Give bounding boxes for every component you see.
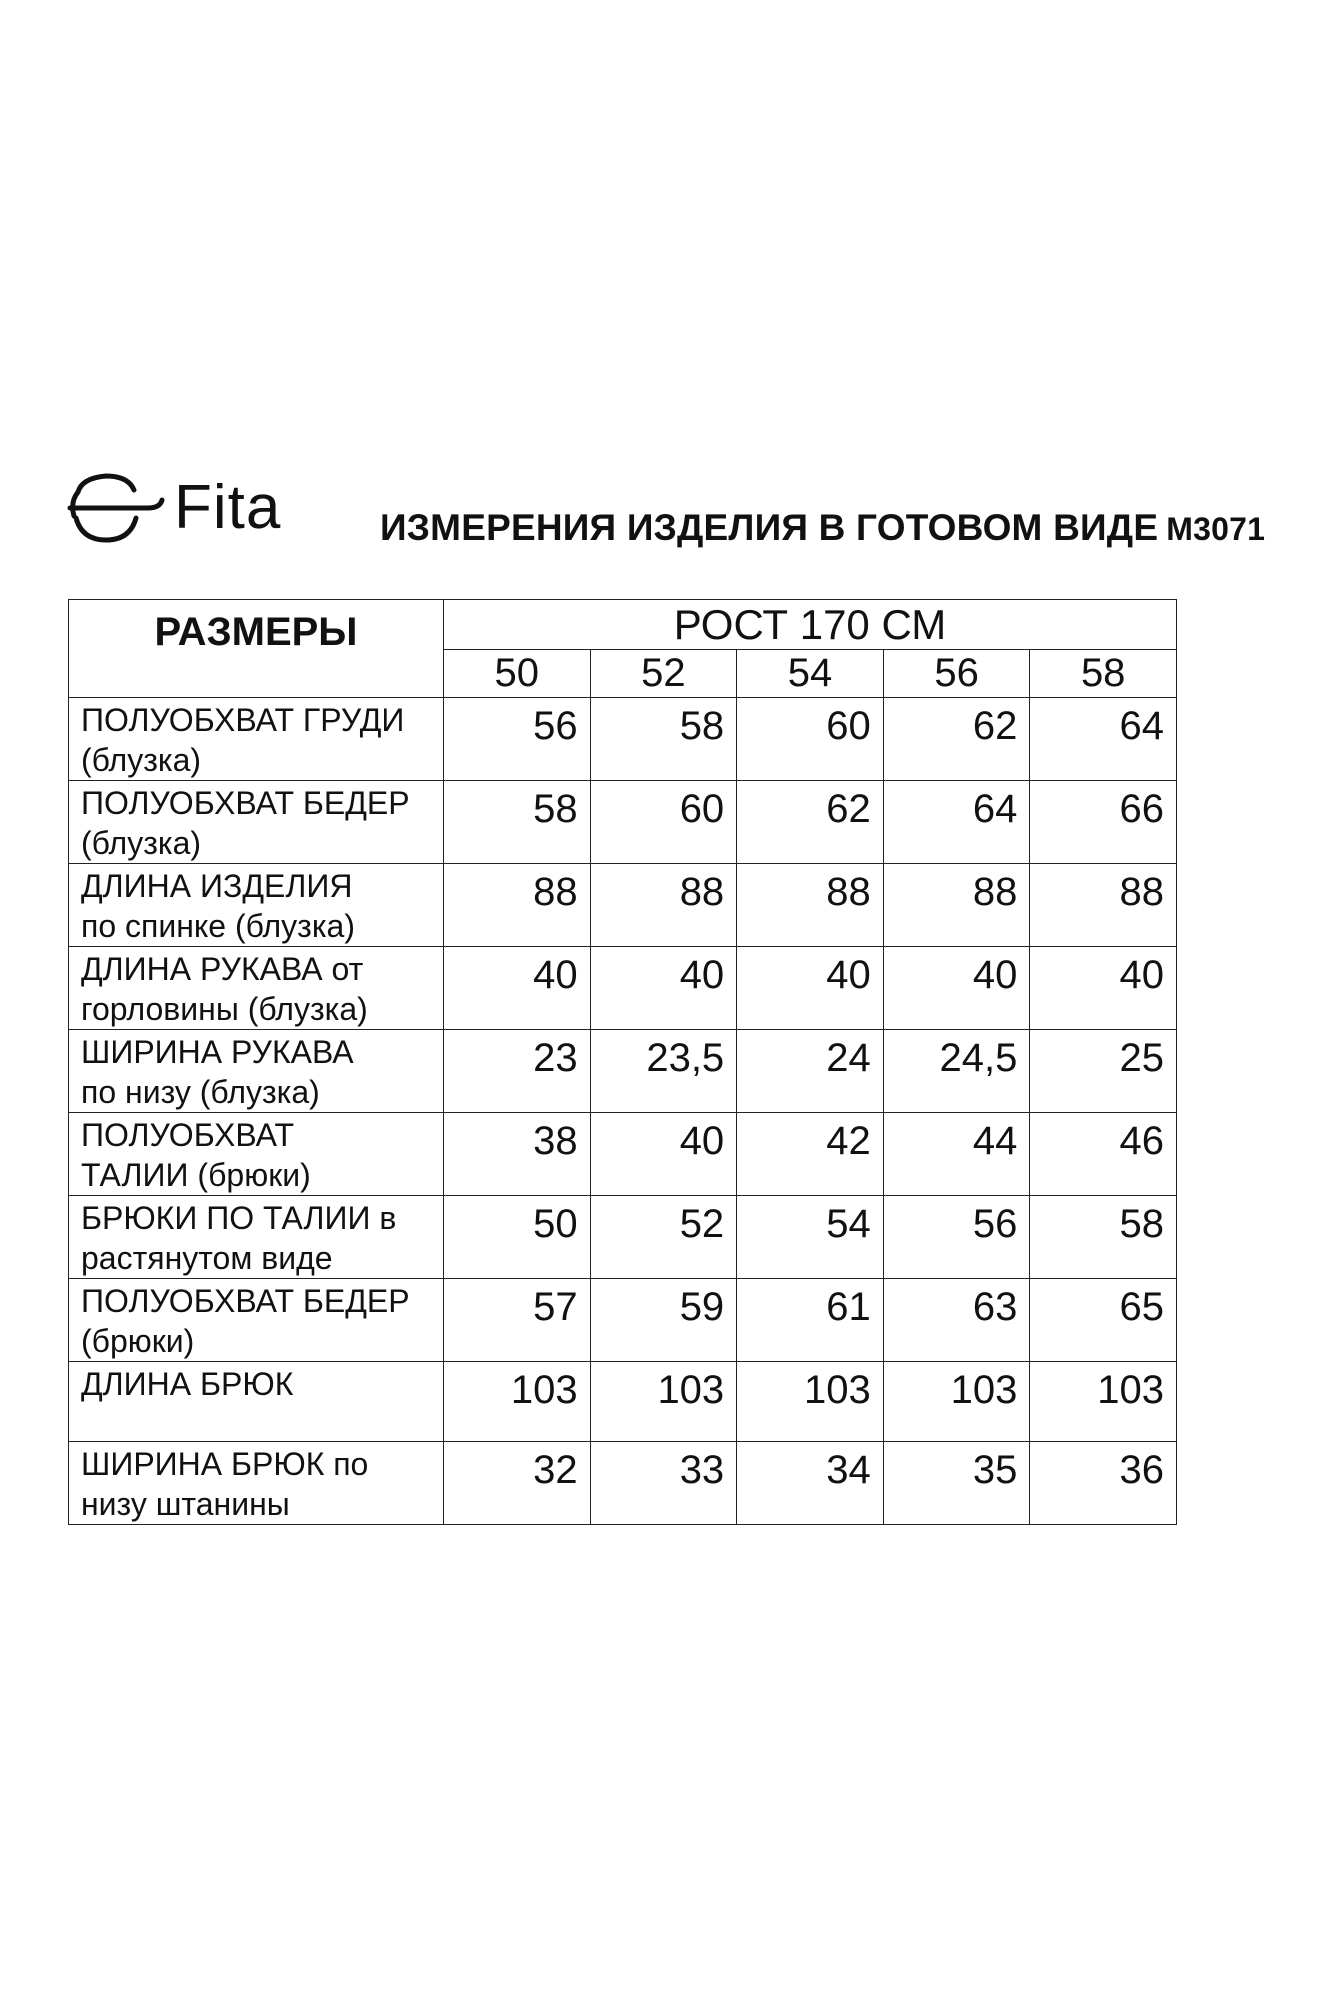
- measurement-value: 88: [444, 864, 591, 947]
- measurement-label: ШИРИНА РУКАВА по низу (блузка): [69, 1030, 444, 1113]
- size-header-cell: 56: [883, 650, 1030, 698]
- measurement-value: 35: [883, 1442, 1030, 1525]
- measurement-value: 34: [737, 1442, 884, 1525]
- measurement-value: 50: [444, 1196, 591, 1279]
- measurement-value: 44: [883, 1113, 1030, 1196]
- measurement-value: 40: [590, 1113, 737, 1196]
- measurement-value: 58: [590, 698, 737, 781]
- measurement-value: 60: [737, 698, 884, 781]
- measurement-value: 56: [444, 698, 591, 781]
- measurement-label: БРЮКИ ПО ТАЛИИ в растянутом виде: [69, 1196, 444, 1279]
- measurement-value: 40: [737, 947, 884, 1030]
- measurement-value: 24,5: [883, 1030, 1030, 1113]
- measurement-value: 58: [1030, 1196, 1177, 1279]
- measurement-value: 88: [737, 864, 884, 947]
- measurement-value: 56: [883, 1196, 1030, 1279]
- brand-name: Fita: [174, 473, 282, 542]
- model-number: M3071: [1166, 511, 1266, 547]
- page-title: [380, 507, 1265, 549]
- measurement-value: 40: [590, 947, 737, 1030]
- measurement-label: ПОЛУОБХВАТ БЕДЕР (брюки): [69, 1279, 444, 1362]
- measurement-value: 33: [590, 1442, 737, 1525]
- measurement-label: ДЛИНА БРЮК: [69, 1362, 444, 1442]
- size-header-cell: 58: [1030, 650, 1177, 698]
- measurement-value: 58: [444, 781, 591, 864]
- table-row: [69, 864, 1177, 947]
- measurement-value: 64: [1030, 698, 1177, 781]
- measurement-value: 65: [1030, 1279, 1177, 1362]
- measurement-value: 40: [444, 947, 591, 1030]
- table-row: [69, 1442, 1177, 1525]
- measurement-value: 88: [1030, 864, 1177, 947]
- measurement-value: 88: [590, 864, 737, 947]
- measurement-value: 60: [590, 781, 737, 864]
- measurement-value: 103: [883, 1362, 1030, 1442]
- measurement-value: 52: [590, 1196, 737, 1279]
- measurement-value: 46: [1030, 1113, 1177, 1196]
- measurement-label: ПОЛУОБХВАТ ТАЛИИ (брюки): [69, 1113, 444, 1196]
- measurement-value: 54: [737, 1196, 884, 1279]
- measurement-label: ДЛИНА РУКАВА от горловины (блузка): [69, 947, 444, 1030]
- table-row: [69, 947, 1177, 1030]
- measurement-value: 40: [1030, 947, 1177, 1030]
- table-row: [69, 1362, 1177, 1442]
- measurement-value: 103: [590, 1362, 737, 1442]
- measurement-value: 62: [737, 781, 884, 864]
- table-row: [69, 781, 1177, 864]
- brand-logo: [66, 472, 281, 544]
- measurement-value: 62: [883, 698, 1030, 781]
- measurement-value: 25: [1030, 1030, 1177, 1113]
- measurement-value: 32: [444, 1442, 591, 1525]
- measurement-value: 23,5: [590, 1030, 737, 1113]
- table-row: [69, 1196, 1177, 1279]
- sizes-header: РАЗМЕРЫ: [69, 600, 444, 698]
- measurement-label: ПОЛУОБХВАТ ГРУДИ (блузка): [69, 698, 444, 781]
- measurement-value: 103: [1030, 1362, 1177, 1442]
- measurement-value: 42: [737, 1113, 884, 1196]
- measurement-value: 103: [737, 1362, 884, 1442]
- table-row: [69, 1113, 1177, 1196]
- measurement-value: 88: [883, 864, 1030, 947]
- size-header-cell: 52: [590, 650, 737, 698]
- measurement-label: ПОЛУОБХВАТ БЕДЕР (блузка): [69, 781, 444, 864]
- table-row: [69, 698, 1177, 781]
- measurement-value: 23: [444, 1030, 591, 1113]
- measurement-value: 66: [1030, 781, 1177, 864]
- measurement-value: 64: [883, 781, 1030, 864]
- measurement-value: 61: [737, 1279, 884, 1362]
- page-title-text: ИЗМЕРЕНИЯ ИЗДЕЛИЯ В ГОТОВОМ ВИДЕ: [380, 507, 1159, 548]
- height-header: РОСТ 170 СМ: [444, 600, 1177, 650]
- measurement-value: 38: [444, 1113, 591, 1196]
- measurement-value: 40: [883, 947, 1030, 1030]
- size-header-cell: 54: [737, 650, 884, 698]
- theta-circle-logo-icon: [66, 472, 170, 544]
- measurement-value: 103: [444, 1362, 591, 1442]
- table-row: [69, 1030, 1177, 1113]
- table-row: [69, 1279, 1177, 1362]
- measurement-value: 57: [444, 1279, 591, 1362]
- measurement-value: 24: [737, 1030, 884, 1113]
- measurement-label: ДЛИНА ИЗДЕЛИЯ по спинке (блузка): [69, 864, 444, 947]
- measurement-value: 63: [883, 1279, 1030, 1362]
- measurement-value: 59: [590, 1279, 737, 1362]
- measurement-value: 36: [1030, 1442, 1177, 1525]
- size-header-cell: 50: [444, 650, 591, 698]
- size-chart-table: [68, 599, 1177, 1525]
- measurement-label: ШИРИНА БРЮК по низу штанины: [69, 1442, 444, 1525]
